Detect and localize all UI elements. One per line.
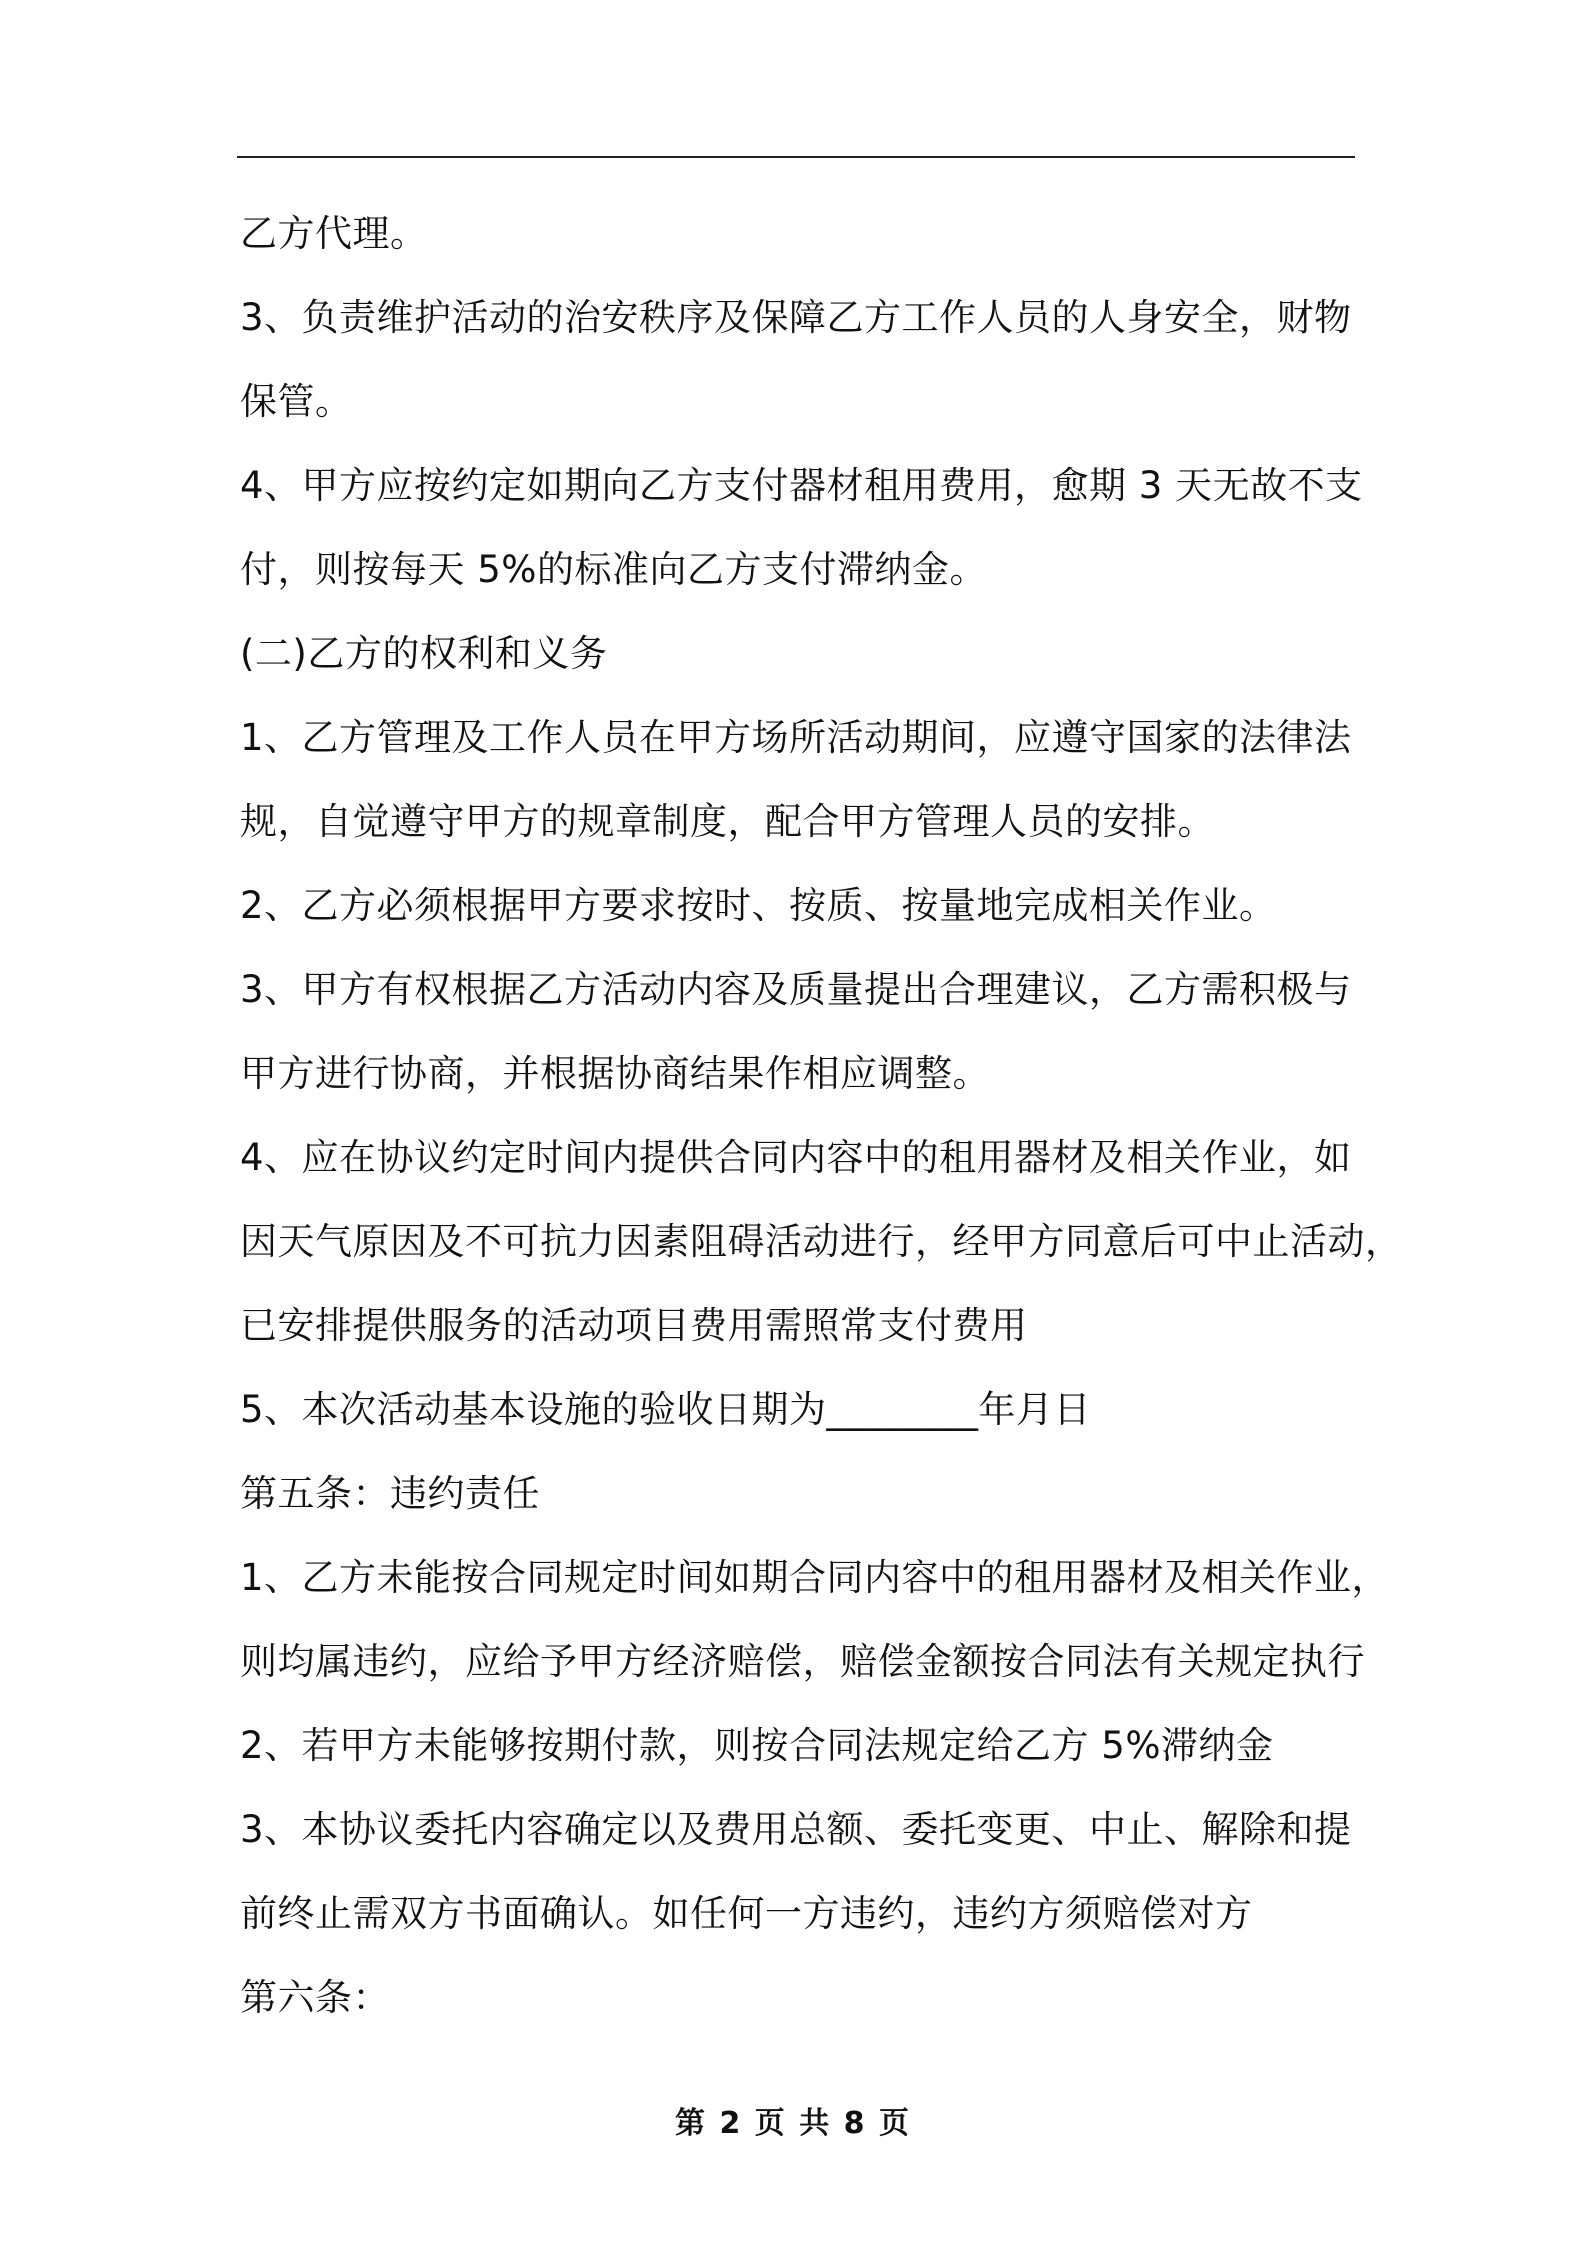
text-line: 则均属违约，应给予甲方经济赔偿，赔偿金额按合同法有关规定执行 bbox=[240, 1640, 1365, 1683]
text-line: 规，自觉遵守甲方的规章制度，配合甲方管理人员的安排。 bbox=[240, 800, 1215, 843]
text-line: 已安排提供服务的活动项目费用需照常支付费用 bbox=[240, 1304, 1028, 1347]
text-line: 乙方代理。 bbox=[240, 212, 428, 255]
text-line: 1、乙方管理及工作人员在甲方场所活动期间，应遵守国家的法律法 bbox=[240, 716, 1352, 759]
text-line: 前终止需双方书面确认。如任何一方违约，违约方须赔偿对方 bbox=[240, 1892, 1253, 1935]
text-line: 3、本协议委托内容确定以及费用总额、委托变更、中止、解除和提 bbox=[240, 1808, 1352, 1851]
text-line: 甲方进行协商，并根据协商结果作相应调整。 bbox=[240, 1052, 990, 1095]
text-line: 3、甲方有权根据乙方活动内容及质量提出合理建议，乙方需积极与 bbox=[240, 968, 1352, 1011]
header-rule bbox=[237, 156, 1355, 158]
text-line: 保管。 bbox=[240, 380, 353, 423]
text-line: 2、若甲方未能够按期付款，则按合同法规定给乙方 5%滞纳金 bbox=[240, 1724, 1274, 1767]
text-line: 5、本次活动基本设施的验收日期为________年月日 bbox=[240, 1388, 1092, 1431]
page-number-footer: 第 2 页 共 8 页 bbox=[675, 2106, 911, 2141]
section-heading: 第五条：违约责任 bbox=[240, 1472, 540, 1515]
text-line: 2、乙方必须根据甲方要求按时、按质、按量地完成相关作业。 bbox=[240, 884, 1277, 927]
text-line: 4、应在协议约定时间内提供合同内容中的租用器材及相关作业，如 bbox=[240, 1136, 1352, 1179]
text-line: 4、甲方应按约定如期向乙方支付器材租用费用，愈期 3 天无故不支 bbox=[240, 464, 1363, 507]
text-line: 3、负责维护活动的治安秩序及保障乙方工作人员的人身安全，财物 bbox=[240, 296, 1352, 339]
text-line: 因天气原因及不可抗力因素阻碍活动进行，经甲方同意后可中止活动， bbox=[240, 1220, 1403, 1263]
section-heading: (二)乙方的权利和义务 bbox=[240, 632, 608, 675]
document-body bbox=[240, 192, 1403, 2040]
text-line: 1、乙方未能按合同规定时间如期合同内容中的租用器材及相关作业， bbox=[240, 1556, 1390, 1599]
text-line: 付，则按每天 5%的标准向乙方支付滞纳金。 bbox=[240, 548, 987, 591]
section-heading: 第六条： bbox=[240, 1976, 390, 2019]
